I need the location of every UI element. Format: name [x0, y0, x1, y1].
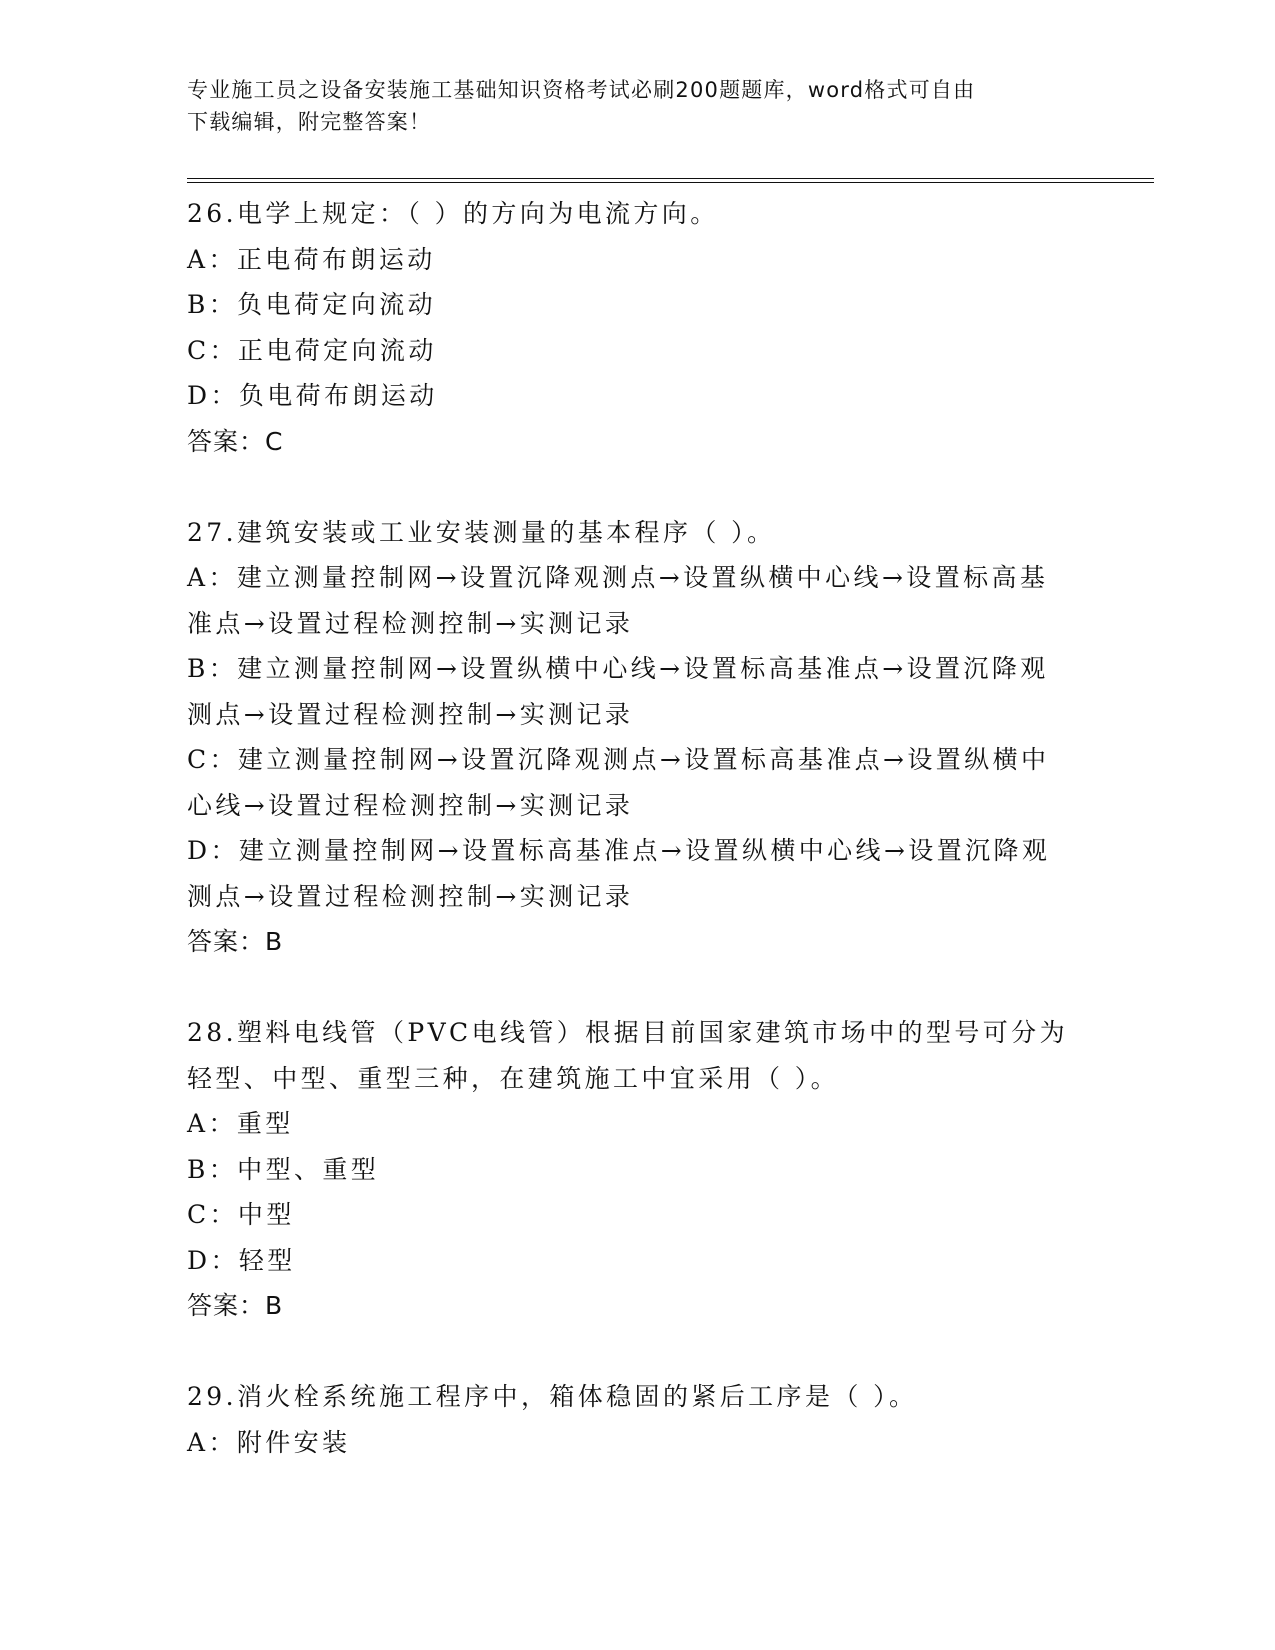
question-stem: 28.塑料电线管（PVC电线管）根据目前国家建筑市场中的型号可分为 [187, 1018, 1068, 1047]
option-c-cont: 心线→设置过程检测控制→实测记录 [187, 790, 634, 820]
option-d: D：轻型 [187, 1245, 296, 1275]
option-c: C：建立测量控制网→设置沉降观测点→设置标高基准点→设置纵横中 [187, 745, 1050, 774]
option-d: D：建立测量控制网→设置标高基准点→设置纵横中心线→设置沉降观 [187, 836, 1051, 865]
question-stem-cont: 轻型、中型、重型三种，在建筑施工中宜采用（ ）。 [187, 1063, 840, 1093]
question-27 [187, 510, 1087, 965]
question-spacer [187, 965, 1087, 1011]
question-spacer [187, 1329, 1087, 1375]
answer-line: 答案：B [187, 1291, 284, 1320]
answer-line: 答案：B [187, 927, 284, 956]
option-d: D：负电荷布朗运动 [187, 381, 438, 410]
option-c: C：正电荷定向流动 [187, 335, 437, 365]
option-d-cont: 测点→设置过程检测控制→实测记录 [187, 881, 634, 911]
option-a: A：正电荷布朗运动 [187, 244, 436, 274]
option-b: B：中型、重型 [187, 1154, 380, 1184]
document-header [187, 74, 1087, 138]
header-divider-bottom [187, 182, 1154, 183]
option-a: A：重型 [187, 1109, 294, 1138]
question-stem: 26.电学上规定：（ ）的方向为电流方向。 [187, 199, 719, 228]
question-spacer [187, 464, 1087, 510]
option-a: A：附件安装 [187, 1427, 351, 1457]
question-26 [187, 191, 1087, 464]
question-list [187, 191, 1087, 1465]
header-line-2: 下载编辑，附完整答案！ [187, 110, 432, 134]
option-b: B：负电荷定向流动 [187, 290, 436, 319]
question-28 [187, 1010, 1087, 1329]
option-a-cont: 准点→设置过程检测控制→实测记录 [187, 608, 634, 638]
option-c: C：中型 [187, 1200, 295, 1229]
option-b-cont: 测点→设置过程检测控制→实测记录 [187, 699, 634, 729]
question-stem: 29.消火栓系统施工程序中，箱体稳固的紧后工序是（ ）。 [187, 1382, 918, 1411]
answer-line: 答案：C [187, 426, 284, 456]
question-stem: 27.建筑安装或工业安装测量的基本程序（ ）。 [187, 517, 776, 547]
option-b: B：建立测量控制网→设置纵横中心线→设置标高基准点→设置沉降观 [187, 654, 1049, 683]
question-29 [187, 1374, 1087, 1465]
header-line-1: 专业施工员之设备安装施工基础知识资格考试必刷200题题库，word格式可自由 [187, 78, 976, 102]
option-a: A：建立测量控制网→设置沉降观测点→设置纵横中心线→设置标高基 [187, 563, 1049, 592]
header-divider-top [187, 178, 1154, 179]
